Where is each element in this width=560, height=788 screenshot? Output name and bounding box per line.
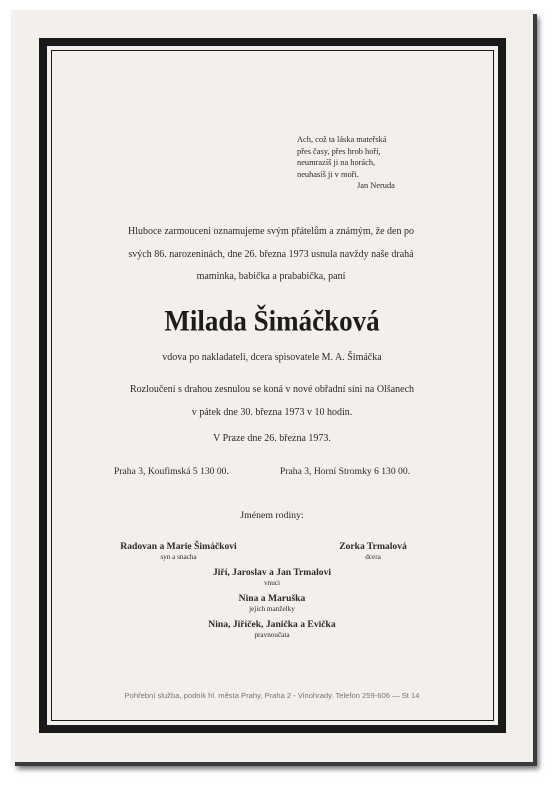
family-relation: syn a snacha xyxy=(160,553,197,561)
family-entry xyxy=(181,593,363,613)
poem-line: neumrazíš ji na horách, xyxy=(297,158,376,167)
family-names: Nina, Jiříček, Janička a Evička xyxy=(208,619,336,630)
family-relation: vnuci xyxy=(264,579,280,587)
deceased-name: Milada Šimáčková xyxy=(164,304,380,338)
address-left: Praha 3, Koufimská 5 130 00. xyxy=(114,466,229,477)
family-entry xyxy=(101,541,256,561)
printer-footer: Pohřební služba, podnik hl. města Prahy, Praha 2 - Vinohrady. Telefon 259-606 — St 14 xyxy=(124,691,420,700)
family-names: Zorka Trmalová xyxy=(339,541,407,552)
family-relation: pravnoučata xyxy=(254,631,290,639)
family-entry xyxy=(181,567,363,587)
family-names: Nina a Maruška xyxy=(238,593,306,604)
family-relation: jejich manželky xyxy=(249,605,295,613)
family-names: Radovan a Marie Šimáčkovi xyxy=(120,541,237,552)
deceased-subtitle: vdova po nakladateli, dcera spisovatele M. A. Šimáčka xyxy=(162,352,382,363)
address-right: Praha 3, Horní Stromky 6 130 00. xyxy=(280,466,411,477)
farewell-line: v pátek dne 30. března 1973 v 10 hodin. xyxy=(191,406,353,418)
poem-line: přes časy, přes hrob hoří, xyxy=(297,146,381,156)
family-entry xyxy=(161,619,383,639)
family-entry xyxy=(313,541,433,561)
poem-author: Jan Neruda xyxy=(357,181,395,190)
farewell-line: Rozloučení s drahou zesnulou se koná v nové obřadní síni na Olšanech xyxy=(129,384,415,395)
announcement-line: Hluboce zarmouceni oznamujeme svým přátelům a známým, že den po xyxy=(127,226,414,237)
announcement-text xyxy=(101,221,441,289)
on-behalf-heading: Jménem rodiny: xyxy=(240,510,304,521)
farewell-text xyxy=(11,379,533,424)
poem-quote xyxy=(297,134,395,192)
family-names: Jiří, Jaroslav a Jan Trmalovi xyxy=(212,567,332,578)
obituary-content xyxy=(11,10,533,762)
poem-line: neuhasíš ji v moři. xyxy=(297,169,359,179)
announcement-line: maminka, babička a prababička, paní xyxy=(196,271,346,282)
obituary-sheet xyxy=(11,10,533,762)
announcement-line: svých 86. narozeninách, dne 26. března 1973 usnula navždy naše drahá xyxy=(128,248,414,260)
family-relation: dcera xyxy=(365,553,381,561)
dateline: V Praze dne 26. března 1973. xyxy=(213,433,331,444)
poem-line: Ach, což ta láska mateřská xyxy=(297,135,387,144)
